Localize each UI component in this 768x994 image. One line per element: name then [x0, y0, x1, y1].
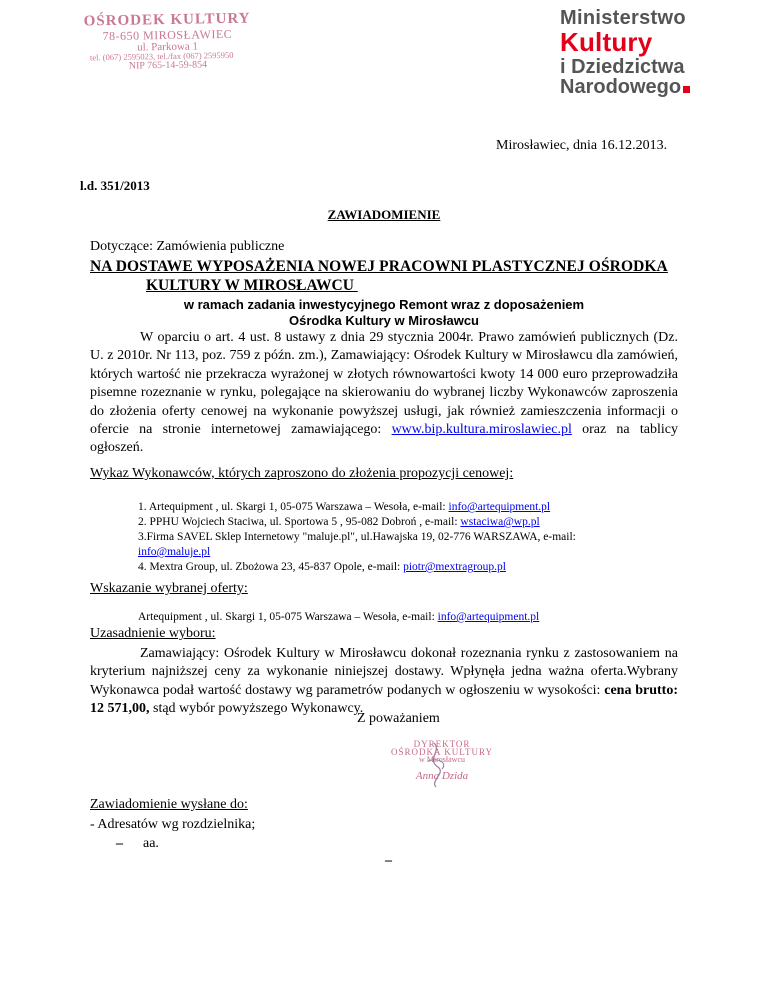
intro-paragraph: [90, 329, 678, 458]
aa-dash: –: [116, 836, 123, 851]
closing-regards: Z poważaniem: [357, 711, 440, 726]
signature-line: w Mirosławcu: [419, 755, 465, 764]
logo-line: Ministerstwo: [560, 7, 686, 29]
contractor-email-link[interactable]: info@artequipment.pl: [448, 501, 551, 513]
chosen-offer-text: Artequipment , ul. Skargi 1, 05-075 Warszawa – Wesoła, e-mail:: [138, 611, 438, 623]
contractor-email-link[interactable]: wstaciwa@wp.pl: [460, 516, 540, 528]
logo-line: Kultury: [560, 27, 653, 57]
ministry-logo: [560, 8, 750, 97]
signature-name: Anna Dzida: [415, 770, 469, 782]
logo-dot-icon: [683, 86, 690, 93]
signature-line: OŚRODKA KULTURY: [391, 747, 493, 757]
signature-line: DYREKTOR: [413, 739, 471, 749]
director-signature-stamp: [382, 739, 502, 782]
sent-to-item: - Adresatów wg rozdzielnika;: [90, 817, 256, 832]
intro-tail: oraz na tablicy ogłoszeń.: [90, 422, 678, 456]
logo-line: i Dziedzictwa: [560, 56, 685, 78]
justification-tail: stąd wybór powyższego Wykonawcy.: [149, 701, 364, 717]
contractors-header: Wykaz Wykonawców, których zaproszono do złożenia propozycji cenowej:: [90, 466, 514, 481]
logo-line: Narodowego: [560, 76, 682, 98]
stamp-line: OŚRODEK KULTURY: [83, 10, 251, 30]
order-title-line2: KULTURY W MIROSŁAWCU: [146, 277, 358, 294]
institution-stamp: [79, 10, 255, 72]
list-item: [138, 515, 658, 530]
stamp-line: ul. Parkowa 1: [137, 40, 199, 54]
sent-to-header: Zawiadomienie wysłane do:: [90, 797, 248, 812]
list-item: [138, 560, 658, 575]
price-value: cena brutto: 12 571,00,: [90, 682, 678, 717]
intro-text: W oparciu o art. 4 ust. 8 ustawy z dnia 29 stycznia 2004r. Prawo zamówień publicznych (Dz. U. z 2010r. Nr 113, poz. 759 z późn. zm.), Zamawiający: Ośrodek Kultury w Mirosławcu dla zamówień, których wartość nie przekracza wyrażonej w złotych równowartości kwoty 14 000 euro przeprowadziła pisemne rozeznanie w rynku, polegające na skierowaniu do wybranej liczby Wykonawców zaproszenia do złożenia oferty cenowej na wykonanie powyższej usługi, jak również zamieszczenia informacji o ofercie na stronie internetowej zamawiającego:: [90, 330, 678, 438]
bip-link[interactable]: www.bip.kultura.miroslawiec.pl: [391, 422, 572, 438]
chosen-offer: [138, 611, 539, 623]
bottom-dash: –: [385, 853, 392, 868]
order-subtitle-line2: Ośrodka Kultury w Mirosławcu: [289, 313, 479, 328]
contractor-text: 2. PPHU Wojciech Staciwa, ul. Sportowa 5 , 95-082 Dobroń , e-mail:: [138, 516, 461, 528]
chosen-offer-header: Wskazanie wybranej oferty:: [90, 581, 248, 596]
justification-paragraph: [90, 645, 678, 719]
stamp-line: 78-650 MIROSŁAWIEC: [102, 26, 233, 44]
contractor-email-link[interactable]: info@maluje.pl: [138, 546, 211, 558]
subject-label: Dotyczące: Zamówienia publiczne: [90, 239, 285, 254]
reference-number: l.d. 351/2013: [80, 178, 150, 193]
list-item: [138, 530, 658, 545]
place-date: Mirosławiec, dnia 16.12.2013.: [496, 138, 668, 153]
aa-text: aa.: [143, 836, 159, 851]
contractor-text: 1. Artequipment , ul. Skargi 1, 05-075 Warszawa – Wesoła, e-mail:: [138, 501, 449, 513]
stamp-line: NIP 765-14-59-854: [128, 59, 208, 72]
contractor-text: 4. Mextra Group, ul. Zbożowa 23, 45-837 Opole, e-mail:: [138, 561, 404, 573]
contractor-text: 3.Firma SAVEL Sklep Internetowy "maluje.pl", ul.Hawajska 19, 02-776 WARSZAWA, e-mail:: [138, 531, 576, 543]
justification-text: Zamawiający: Ośrodek Kultury w Mirosławcu dokonał rozeznania rynku z zastosowaniem na kryterium najniższej ceny za wykonanie niniejszej dostawy. Wpłynęła jedna ważna oferta.Wybrany Wykonawca podał wartość dostawy wg parametrów podanych w ogłoszeniu w wysokości:: [90, 646, 678, 698]
logo-line-last: [560, 77, 750, 97]
justification-header: Uzasadnienie wyboru:: [90, 626, 216, 641]
list-item: [138, 545, 658, 560]
stamp-line: tel. (067) 2595023, tel./fax (067) 2595950: [89, 49, 234, 63]
order-subtitle-line1: w ramach zadania inwestycyjnego Remont wraz z doposażeniem: [183, 297, 585, 312]
justification-body: [90, 645, 678, 719]
aa-line: [116, 836, 159, 852]
contractor-email-link[interactable]: piotr@mextragroup.pl: [403, 561, 506, 573]
signature-scribble-icon: [412, 739, 472, 789]
page-title: ZAWIADOMIENIE: [327, 207, 441, 222]
list-item: [138, 500, 658, 515]
order-title-line1: NA DOSTAWE WYPOSAŻENIA NOWEJ PRACOWNI PLASTYCZNEJ OŚRODKA: [90, 258, 668, 275]
chosen-email-link[interactable]: info@artequipment.pl: [437, 611, 540, 623]
contractors-list: [138, 500, 658, 575]
